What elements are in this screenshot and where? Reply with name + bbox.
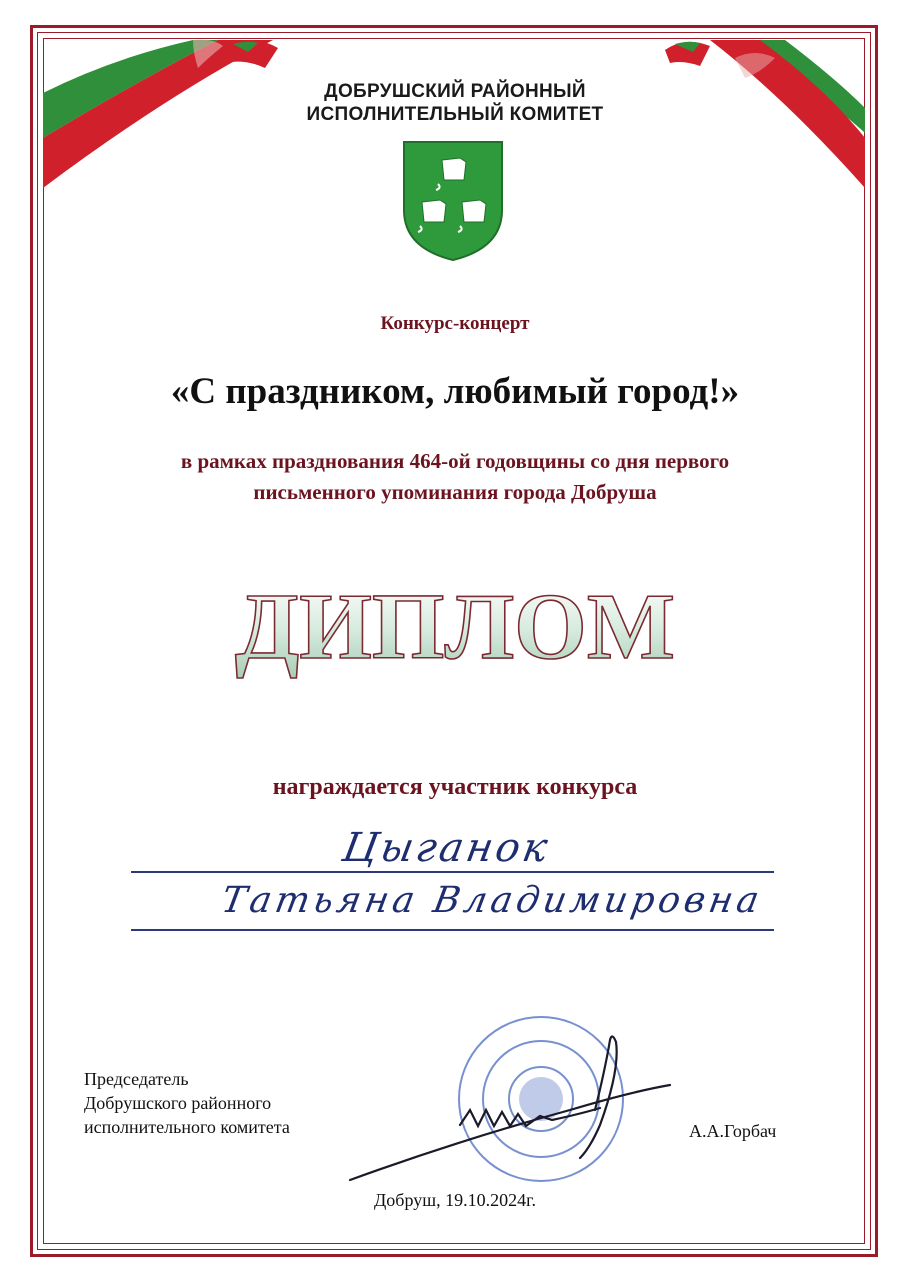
position-line-3: исполнительного комитета bbox=[84, 1117, 290, 1137]
handwritten-signature bbox=[340, 1030, 680, 1190]
contest-type: Конкурс-концерт bbox=[380, 313, 530, 334]
coat-of-arms bbox=[402, 140, 504, 262]
signatory-position bbox=[84, 1067, 290, 1139]
given-names-line bbox=[131, 929, 774, 931]
award-statement: награждается участник конкурса bbox=[272, 774, 638, 800]
org-line-2: ИСПОЛНИТЕЛЬНЫЙ КОМИТЕТ bbox=[306, 104, 604, 125]
diploma-title bbox=[200, 570, 710, 680]
position-line-2: Добрушского районного bbox=[84, 1093, 272, 1113]
place-and-date: Добруш, 19.10.2024г. bbox=[374, 1190, 536, 1210]
org-line-1: ДОБРУШСКИЙ РАЙОННЫЙ bbox=[324, 81, 586, 102]
issuing-organization bbox=[0, 80, 910, 126]
surname-line bbox=[131, 871, 774, 873]
recipient-given-names: Татьяна Владимировна bbox=[218, 880, 767, 921]
contest-name: «С праздником, любимый город!» bbox=[170, 371, 740, 412]
contest-occasion bbox=[0, 446, 910, 508]
signatory-name: А.А.Горбач bbox=[689, 1121, 777, 1141]
position-line-1: Председатель bbox=[84, 1069, 189, 1089]
diploma-title-text: ДИПЛОМ bbox=[235, 575, 675, 679]
occasion-line-2: письменного упоминания города Добруша bbox=[253, 480, 657, 504]
occasion-line-1: в рамках празднования 464-ой годовщины со дня первого bbox=[180, 449, 730, 473]
recipient-surname: Цыганок bbox=[338, 825, 554, 871]
